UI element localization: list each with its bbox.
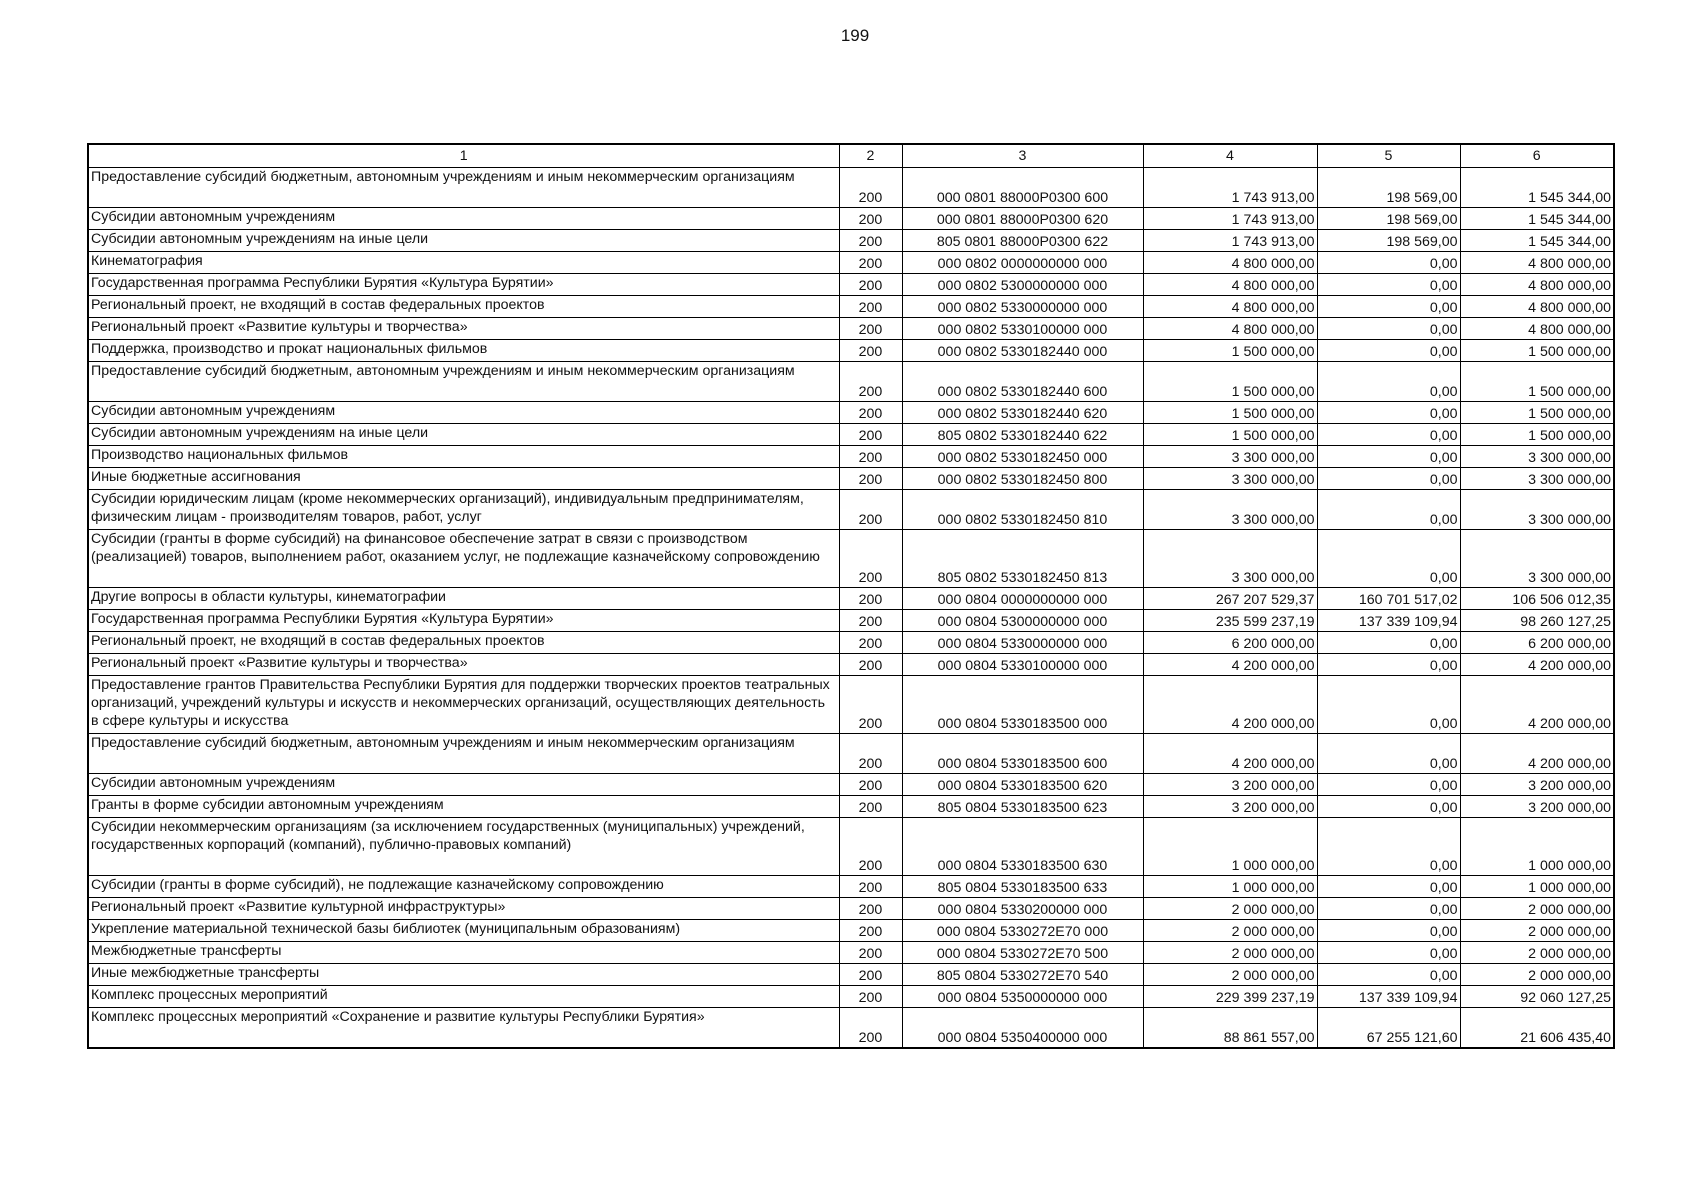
row-amount-col-5: 0,00	[1317, 818, 1460, 876]
row-amount-col-6: 4 800 000,00	[1460, 296, 1614, 318]
row-type: 200	[839, 490, 902, 530]
row-type: 200	[839, 230, 902, 252]
row-amount-col-5: 0,00	[1317, 490, 1460, 530]
row-amount-col-5: 0,00	[1317, 898, 1460, 920]
row-code: 000 0804 5330100000 000	[902, 654, 1143, 676]
row-amount-col-4: 1 743 913,00	[1143, 168, 1317, 208]
row-amount-col-4: 1 000 000,00	[1143, 876, 1317, 898]
row-amount-col-4: 1 743 913,00	[1143, 208, 1317, 230]
row-amount-col-6: 4 200 000,00	[1460, 654, 1614, 676]
header-col-5: 5	[1317, 144, 1460, 168]
row-amount-col-6: 3 300 000,00	[1460, 446, 1614, 468]
row-name: Субсидии (гранты в форме субсидий), не подлежащие казначейскому сопровождению	[88, 876, 839, 898]
row-amount-col-5: 67 255 121,60	[1317, 1008, 1460, 1048]
row-amount-col-4: 229 399 237,19	[1143, 986, 1317, 1008]
row-amount-col-5: 0,00	[1317, 402, 1460, 424]
row-code: 000 0802 5330182450 810	[902, 490, 1143, 530]
row-amount-col-4: 1 743 913,00	[1143, 230, 1317, 252]
row-code: 000 0802 5330182450 800	[902, 468, 1143, 490]
row-type: 200	[839, 168, 902, 208]
row-amount-col-4: 1 500 000,00	[1143, 362, 1317, 402]
row-code: 000 0804 5330000000 000	[902, 632, 1143, 654]
table-row	[88, 920, 1614, 942]
table-row	[88, 252, 1614, 274]
row-code: 805 0804 5330272E70 540	[902, 964, 1143, 986]
table-row	[88, 230, 1614, 252]
table-row	[88, 274, 1614, 296]
table-row	[88, 964, 1614, 986]
table-row	[88, 676, 1614, 734]
row-name: Комплекс процессных мероприятий «Сохранение и развитие культуры Республики Бурятия»	[88, 1008, 839, 1048]
row-name: Государственная программа Республики Бурятия «Культура Бурятии»	[88, 610, 839, 632]
row-amount-col-6: 1 545 344,00	[1460, 230, 1614, 252]
row-amount-col-5: 198 569,00	[1317, 230, 1460, 252]
row-type: 200	[839, 362, 902, 402]
row-amount-col-4: 4 200 000,00	[1143, 676, 1317, 734]
row-amount-col-5: 0,00	[1317, 632, 1460, 654]
row-type: 200	[839, 876, 902, 898]
row-amount-col-5: 0,00	[1317, 942, 1460, 964]
row-code: 000 0804 5300000000 000	[902, 610, 1143, 632]
row-amount-col-4: 1 500 000,00	[1143, 402, 1317, 424]
row-code: 000 0804 5350400000 000	[902, 1008, 1143, 1048]
row-name: Другие вопросы в области культуры, кинематографии	[88, 588, 839, 610]
row-amount-col-4: 4 200 000,00	[1143, 654, 1317, 676]
row-name: Предоставление субсидий бюджетным, автономным учреждениям и иным некоммерческим организациям	[88, 168, 839, 208]
header-col-3: 3	[902, 144, 1143, 168]
row-type: 200	[839, 632, 902, 654]
row-name: Укрепление материальной технической базы библиотек (муниципальным образованиям)	[88, 920, 839, 942]
row-type: 200	[839, 530, 902, 588]
row-name: Субсидии автономным учреждениям на иные цели	[88, 230, 839, 252]
row-name: Комплекс процессных мероприятий	[88, 986, 839, 1008]
row-name: Субсидии юридическим лицам (кроме некоммерческих организаций), индивидуальным предпринимателям, физическим лицам - производителям товаров, работ, услуг	[88, 490, 839, 530]
row-amount-col-6: 3 200 000,00	[1460, 774, 1614, 796]
row-name: Межбюджетные трансферты	[88, 942, 839, 964]
row-amount-col-4: 3 300 000,00	[1143, 468, 1317, 490]
row-amount-col-4: 1 500 000,00	[1143, 340, 1317, 362]
row-amount-col-4: 3 300 000,00	[1143, 530, 1317, 588]
row-name: Предоставление грантов Правительства Республики Бурятия для поддержки творческих проектов театральных организаций, учреждений культуры и искусств и некоммерческих организаций, осуществляющих деятельность в сфере культуры и искусства	[88, 676, 839, 734]
row-code: 000 0804 5330200000 000	[902, 898, 1143, 920]
row-amount-col-4: 6 200 000,00	[1143, 632, 1317, 654]
row-name: Региональный проект «Развитие культуры и творчества»	[88, 318, 839, 340]
row-name: Субсидии автономным учреждениям	[88, 774, 839, 796]
row-name: Государственная программа Республики Бурятия «Культура Бурятии»	[88, 274, 839, 296]
row-amount-col-5: 0,00	[1317, 362, 1460, 402]
row-type: 200	[839, 296, 902, 318]
row-amount-col-5: 0,00	[1317, 274, 1460, 296]
row-amount-col-6: 1 500 000,00	[1460, 402, 1614, 424]
row-code: 000 0804 5330183500 000	[902, 676, 1143, 734]
row-amount-col-4: 3 200 000,00	[1143, 774, 1317, 796]
header-col-6: 6	[1460, 144, 1614, 168]
row-amount-col-6: 2 000 000,00	[1460, 920, 1614, 942]
row-name: Предоставление субсидий бюджетным, автономным учреждениям и иным некоммерческим организациям	[88, 734, 839, 774]
row-amount-col-6: 4 200 000,00	[1460, 734, 1614, 774]
table-row	[88, 296, 1614, 318]
header-col-1: 1	[88, 144, 839, 168]
table-body	[88, 168, 1614, 1048]
row-amount-col-5: 0,00	[1317, 424, 1460, 446]
row-code: 000 0802 5300000000 000	[902, 274, 1143, 296]
row-amount-col-5: 137 339 109,94	[1317, 986, 1460, 1008]
row-amount-col-6: 3 200 000,00	[1460, 796, 1614, 818]
row-code: 000 0801 88000P0300 600	[902, 168, 1143, 208]
row-name: Субсидии (гранты в форме субсидий) на финансовое обеспечение затрат в связи с производством (реализацией) товаров, выполнением работ, оказанием услуг, не подлежащие казначейскому сопровождению	[88, 530, 839, 588]
row-amount-col-6: 3 300 000,00	[1460, 468, 1614, 490]
row-code: 000 0804 5330183500 620	[902, 774, 1143, 796]
header-col-2: 2	[839, 144, 902, 168]
row-amount-col-4: 235 599 237,19	[1143, 610, 1317, 632]
row-amount-col-6: 1 500 000,00	[1460, 362, 1614, 402]
row-amount-col-5: 198 569,00	[1317, 208, 1460, 230]
table-row	[88, 340, 1614, 362]
row-amount-col-5: 0,00	[1317, 468, 1460, 490]
row-type: 200	[839, 340, 902, 362]
row-code: 000 0802 5330182440 600	[902, 362, 1143, 402]
row-code: 000 0804 5330272E70 500	[902, 942, 1143, 964]
row-type: 200	[839, 610, 902, 632]
row-amount-col-6: 3 300 000,00	[1460, 490, 1614, 530]
table-row	[88, 774, 1614, 796]
row-amount-col-5: 0,00	[1317, 252, 1460, 274]
row-code: 000 0804 5330272E70 000	[902, 920, 1143, 942]
row-name: Региональный проект, не входящий в состав федеральных проектов	[88, 296, 839, 318]
header-row	[88, 144, 1614, 168]
row-amount-col-4: 4 800 000,00	[1143, 274, 1317, 296]
row-amount-col-4: 267 207 529,37	[1143, 588, 1317, 610]
row-amount-col-6: 4 800 000,00	[1460, 318, 1614, 340]
row-name: Региональный проект, не входящий в состав федеральных проектов	[88, 632, 839, 654]
row-type: 200	[839, 274, 902, 296]
table-row	[88, 530, 1614, 588]
row-code: 000 0802 5330000000 000	[902, 296, 1143, 318]
row-name: Иные межбюджетные трансферты	[88, 964, 839, 986]
page-number: 199	[840, 26, 870, 45]
row-type: 200	[839, 588, 902, 610]
row-code: 000 0802 5330182440 620	[902, 402, 1143, 424]
table-row	[88, 402, 1614, 424]
row-type: 200	[839, 796, 902, 818]
header-col-4: 4	[1143, 144, 1317, 168]
table-row	[88, 424, 1614, 446]
table-row	[88, 208, 1614, 230]
row-amount-col-6: 21 606 435,40	[1460, 1008, 1614, 1048]
table-row	[88, 876, 1614, 898]
row-type: 200	[839, 446, 902, 468]
row-name: Региональный проект «Развитие культурной инфраструктуры»	[88, 898, 839, 920]
row-type: 200	[839, 318, 902, 340]
row-type: 200	[839, 734, 902, 774]
row-code: 805 0804 5330183500 623	[902, 796, 1143, 818]
row-code: 000 0802 0000000000 000	[902, 252, 1143, 274]
row-amount-col-6: 6 200 000,00	[1460, 632, 1614, 654]
row-type: 200	[839, 818, 902, 876]
row-type: 200	[839, 468, 902, 490]
row-amount-col-6: 2 000 000,00	[1460, 942, 1614, 964]
row-amount-col-6: 4 800 000,00	[1460, 252, 1614, 274]
budget-table	[87, 143, 1615, 1049]
row-amount-col-5: 137 339 109,94	[1317, 610, 1460, 632]
row-amount-col-6: 2 000 000,00	[1460, 964, 1614, 986]
row-amount-col-5: 0,00	[1317, 296, 1460, 318]
row-type: 200	[839, 654, 902, 676]
row-type: 200	[839, 1008, 902, 1048]
row-code: 805 0802 5330182450 813	[902, 530, 1143, 588]
row-amount-col-6: 1 545 344,00	[1460, 208, 1614, 230]
row-type: 200	[839, 898, 902, 920]
row-amount-col-5: 0,00	[1317, 654, 1460, 676]
row-amount-col-5: 0,00	[1317, 340, 1460, 362]
row-code: 805 0804 5330183500 633	[902, 876, 1143, 898]
row-name: Производство национальных фильмов	[88, 446, 839, 468]
row-type: 200	[839, 964, 902, 986]
row-amount-col-6: 2 000 000,00	[1460, 898, 1614, 920]
table-row	[88, 734, 1614, 774]
row-amount-col-6: 1 000 000,00	[1460, 876, 1614, 898]
row-amount-col-6: 98 260 127,25	[1460, 610, 1614, 632]
row-amount-col-6: 106 506 012,35	[1460, 588, 1614, 610]
row-name: Субсидии некоммерческим организациям (за исключением государственных (муниципальных) учреждений, государственных корпораций (компаний), публично-правовых компаний)	[88, 818, 839, 876]
row-amount-col-5: 198 569,00	[1317, 168, 1460, 208]
row-amount-col-4: 2 000 000,00	[1143, 898, 1317, 920]
row-code: 000 0804 0000000000 000	[902, 588, 1143, 610]
row-amount-col-4: 88 861 557,00	[1143, 1008, 1317, 1048]
row-name: Субсидии автономным учреждениям на иные цели	[88, 424, 839, 446]
row-amount-col-4: 4 800 000,00	[1143, 296, 1317, 318]
row-name: Предоставление субсидий бюджетным, автономным учреждениям и иным некоммерческим организациям	[88, 362, 839, 402]
table-row	[88, 446, 1614, 468]
row-code: 805 0801 88000P0300 622	[902, 230, 1143, 252]
table-row	[88, 632, 1614, 654]
row-amount-col-5: 0,00	[1317, 774, 1460, 796]
row-amount-col-4: 3 200 000,00	[1143, 796, 1317, 818]
row-amount-col-5: 160 701 517,02	[1317, 588, 1460, 610]
table-row	[88, 654, 1614, 676]
row-amount-col-4: 4 800 000,00	[1143, 318, 1317, 340]
row-type: 200	[839, 252, 902, 274]
table-row	[88, 468, 1614, 490]
row-amount-col-4: 3 300 000,00	[1143, 490, 1317, 530]
table-row	[88, 490, 1614, 530]
row-name: Гранты в форме субсидии автономным учреждениям	[88, 796, 839, 818]
row-type: 200	[839, 986, 902, 1008]
row-amount-col-4: 2 000 000,00	[1143, 920, 1317, 942]
table-row	[88, 610, 1614, 632]
row-code: 000 0804 5330183500 630	[902, 818, 1143, 876]
row-code: 000 0802 5330100000 000	[902, 318, 1143, 340]
row-amount-col-4: 3 300 000,00	[1143, 446, 1317, 468]
row-amount-col-5: 0,00	[1317, 530, 1460, 588]
row-type: 200	[839, 676, 902, 734]
row-amount-col-4: 2 000 000,00	[1143, 942, 1317, 964]
row-type: 200	[839, 208, 902, 230]
row-amount-col-4: 1 000 000,00	[1143, 818, 1317, 876]
row-amount-col-5: 0,00	[1317, 446, 1460, 468]
table-row	[88, 986, 1614, 1008]
row-amount-col-5: 0,00	[1317, 318, 1460, 340]
table-row	[88, 818, 1614, 876]
row-code: 000 0802 5330182440 000	[902, 340, 1143, 362]
row-name: Кинематография	[88, 252, 839, 274]
table-row	[88, 588, 1614, 610]
row-type: 200	[839, 424, 902, 446]
row-code: 000 0804 5330183500 600	[902, 734, 1143, 774]
row-amount-col-5: 0,00	[1317, 964, 1460, 986]
row-name: Региональный проект «Развитие культуры и творчества»	[88, 654, 839, 676]
table-row	[88, 898, 1614, 920]
row-code: 000 0804 5350000000 000	[902, 986, 1143, 1008]
row-name: Субсидии автономным учреждениям	[88, 208, 839, 230]
row-type: 200	[839, 920, 902, 942]
row-amount-col-6: 1 500 000,00	[1460, 340, 1614, 362]
table-header	[88, 144, 1614, 168]
table-row	[88, 796, 1614, 818]
row-amount-col-6: 1 000 000,00	[1460, 818, 1614, 876]
row-amount-col-5: 0,00	[1317, 876, 1460, 898]
table-row	[88, 942, 1614, 964]
row-amount-col-6: 4 200 000,00	[1460, 676, 1614, 734]
table-row	[88, 168, 1614, 208]
table-row	[88, 1008, 1614, 1048]
row-amount-col-6: 4 800 000,00	[1460, 274, 1614, 296]
table-row	[88, 318, 1614, 340]
row-code: 000 0801 88000P0300 620	[902, 208, 1143, 230]
row-amount-col-4: 2 000 000,00	[1143, 964, 1317, 986]
table-row	[88, 362, 1614, 402]
row-amount-col-6: 3 300 000,00	[1460, 530, 1614, 588]
row-amount-col-4: 4 200 000,00	[1143, 734, 1317, 774]
row-amount-col-5: 0,00	[1317, 676, 1460, 734]
row-amount-col-4: 4 800 000,00	[1143, 252, 1317, 274]
row-type: 200	[839, 774, 902, 796]
row-amount-col-5: 0,00	[1317, 920, 1460, 942]
row-amount-col-6: 1 545 344,00	[1460, 168, 1614, 208]
row-code: 000 0802 5330182450 000	[902, 446, 1143, 468]
row-name: Субсидии автономным учреждениям	[88, 402, 839, 424]
row-amount-col-6: 92 060 127,25	[1460, 986, 1614, 1008]
row-type: 200	[839, 402, 902, 424]
row-code: 805 0802 5330182440 622	[902, 424, 1143, 446]
row-amount-col-5: 0,00	[1317, 796, 1460, 818]
row-name: Иные бюджетные ассигнования	[88, 468, 839, 490]
row-name: Поддержка, производство и прокат национальных фильмов	[88, 340, 839, 362]
row-amount-col-6: 1 500 000,00	[1460, 424, 1614, 446]
row-type: 200	[839, 942, 902, 964]
row-amount-col-4: 1 500 000,00	[1143, 424, 1317, 446]
row-amount-col-5: 0,00	[1317, 734, 1460, 774]
